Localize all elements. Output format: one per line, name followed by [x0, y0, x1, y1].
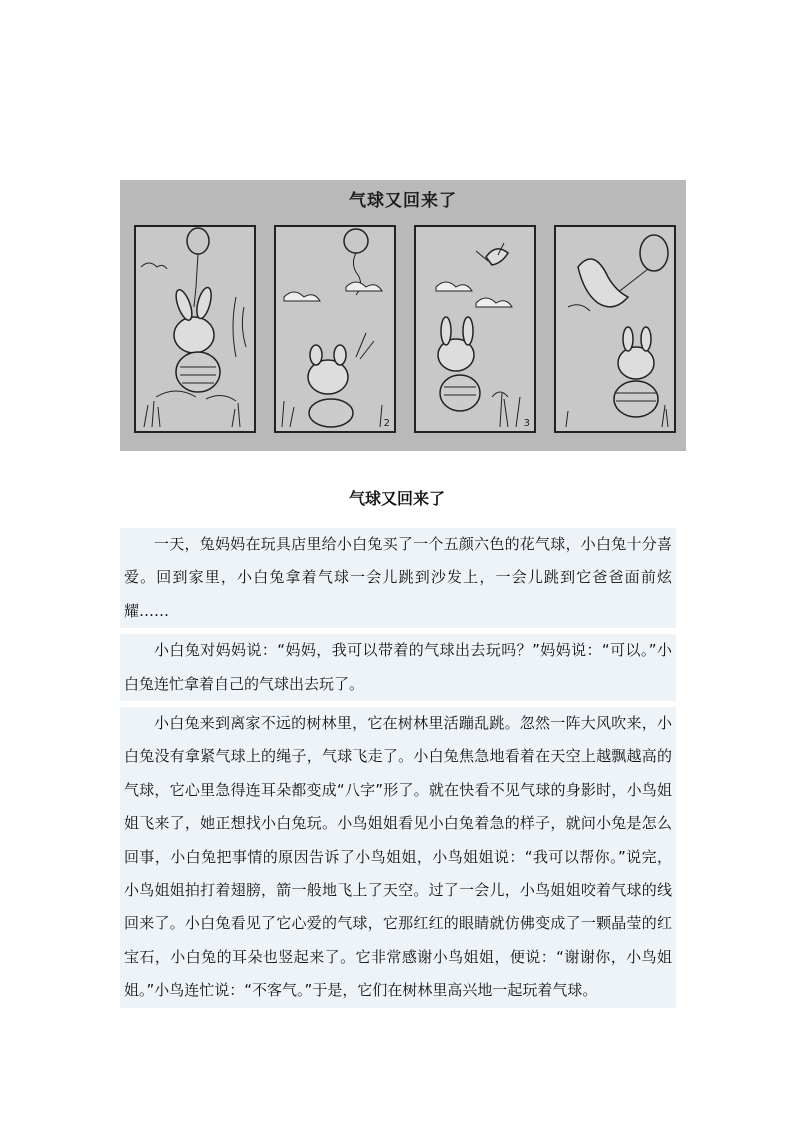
panel-number: 2 [383, 418, 390, 429]
document-title: 气球又回来了 [348, 489, 445, 508]
panel-number: 3 [523, 418, 530, 429]
balloon-flying-away-illustration [276, 227, 394, 431]
paragraph: 一天，兔妈妈在玩具店里给小白兔买了一个五颜六色的花气球，小白兔十分喜爱。回到家里，小白兔拿着气球一会儿跳到沙发上，一会儿跳到它爸爸面前炫耀…… [120, 528, 676, 628]
comic-panel-4 [554, 225, 676, 433]
comic-panel-1 [134, 225, 256, 433]
rabbit-with-balloon-illustration [136, 227, 254, 431]
paragraph: 小白兔来到离家不远的树林里，它在树林里活蹦乱跳。忽然一阵大风吹来，小白兔没有拿紧气球上的绳子，气球飞走了。小白兔焦急地看着在天空上越飘越高的气球，它心里急得连耳朵都变成“八字”形了。就在快看不见气球的身影时，小鸟姐姐飞来了，她正想找小白兔玩。小鸟姐姐看见小白兔着急的样子，就问小兔是怎么回事，小白兔把事情的原因告诉了小鸟姐姐，小鸟姐姐说：“我可以帮你。”说完，小鸟姐姐拍打着翅膀，箭一般地飞上了天空。过了一会儿，小鸟姐姐咬着气球的线回来了。小白兔看见了它心爱的气球，它那红红的眼睛就仿佛变成了一颗晶莹的红宝石，小白兔的耳朵也竖起来了。它非常感谢小鸟姐姐，便说：“谢谢你，小鸟姐姐。”小鸟连忙说：“不客气。”于是，它们在树林里高兴地一起玩着气球。 [120, 707, 676, 1008]
comic-panel-3 [414, 225, 536, 433]
paragraph: 小白兔对妈妈说：“妈妈，我可以带着的气球出去玩吗？”妈妈说：“可以。”小白兔连忙拿着自己的气球出去玩了。 [120, 634, 676, 701]
story-body [120, 528, 676, 1014]
comic-strip-image [120, 180, 686, 451]
bird-and-sad-rabbit-illustration [416, 227, 534, 431]
bird-returning-balloon-illustration [556, 227, 674, 431]
comic-panel-2 [274, 225, 396, 433]
comic-title: 气球又回来了 [349, 191, 457, 211]
